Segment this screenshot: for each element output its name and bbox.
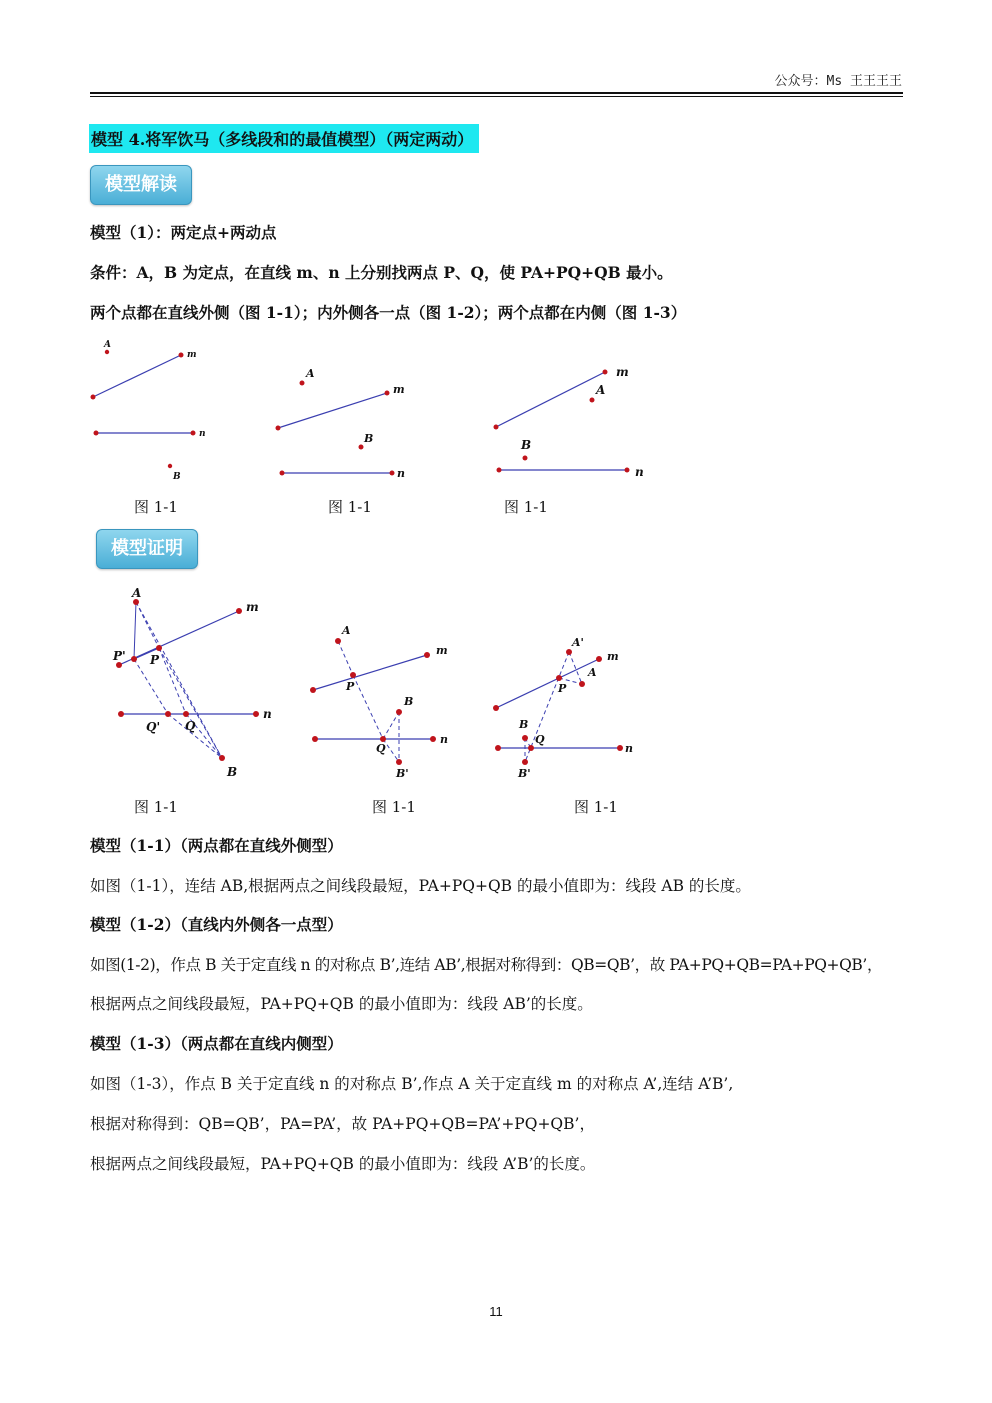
svg-text:B: B bbox=[364, 432, 374, 445]
section-1-2-line-2: 根据两点之间线段最短，PA+PQ+QB 的最小值即为：线段 AB’的长度。 bbox=[90, 995, 593, 1013]
fig3-line-m bbox=[496, 372, 605, 427]
svg-text:A: A bbox=[132, 586, 142, 600]
section-heading-1-3: 模型（1-3）（两点都在直线内侧型） bbox=[90, 1034, 343, 1053]
section-1-3-line-1: 如图（1-3），作点 B 关于定直线 n 的对称点 B’,作点 A 关于定直线 m 的对称点 A’,连结 A’B’, bbox=[90, 1075, 734, 1093]
svg-text:A': A' bbox=[572, 636, 584, 649]
fig2-line-m bbox=[278, 393, 387, 428]
svg-text:B: B bbox=[404, 695, 414, 708]
svg-text:m: m bbox=[187, 350, 197, 360]
figure-caption-top-1: 图 1-1 bbox=[134, 498, 178, 516]
section-heading-1-1: 模型（1-1）（两点都在直线外侧型） bbox=[90, 836, 343, 855]
cases-text: 两个点都在直线外侧（图 1-1）；内外侧各一点（图 1-2）；两个点都在内侧（图 1-3） bbox=[90, 303, 687, 322]
figure-caption-proof-1: 图 1-1 bbox=[134, 798, 178, 816]
svg-text:Q': Q' bbox=[146, 720, 161, 734]
section-1-3-line-3: 根据两点之间线段最短，PA+PQ+QB 的最小值即为：线段 A’B’的长度。 bbox=[90, 1155, 596, 1173]
header-rule-thin bbox=[90, 96, 903, 97]
section-title: 模型 4.将军饮马（多线段和的最值模型）（两定两动） bbox=[89, 124, 479, 153]
figure-caption-proof-2: 图 1-1 bbox=[372, 798, 416, 816]
svg-text:B': B' bbox=[518, 767, 531, 780]
fig2-point-A bbox=[300, 381, 305, 386]
svg-text:P: P bbox=[150, 653, 160, 667]
svg-text:B': B' bbox=[396, 767, 409, 780]
svg-text:n: n bbox=[625, 742, 633, 755]
svg-text:A: A bbox=[342, 624, 351, 637]
svg-text:n: n bbox=[440, 733, 448, 746]
svg-text:n: n bbox=[199, 429, 206, 439]
svg-text:m: m bbox=[616, 365, 629, 379]
badge-model-interpret: 模型解读 bbox=[90, 165, 192, 205]
fig2-point-B bbox=[359, 445, 364, 450]
svg-text:P: P bbox=[346, 680, 355, 693]
section-1-1-line-1: 如图（1-1），连结 AB,根据两点之间线段最短，PA+PQ+QB 的最小值即为：线段 AB 的长度。 bbox=[90, 877, 751, 895]
figure-caption-top-2: 图 1-1 bbox=[328, 498, 372, 516]
svg-text:Q: Q bbox=[376, 742, 386, 755]
model-heading: 模型（1）：两定点+两动点 bbox=[90, 223, 277, 242]
svg-text:Q: Q bbox=[185, 719, 196, 733]
svg-text:A: A bbox=[104, 340, 111, 350]
svg-text:n: n bbox=[397, 467, 405, 480]
condition-text: 条件：A，B 为定点，在直线 m、n 上分别找两点 P、Q，使 PA+PQ+QB 最小。 bbox=[90, 263, 673, 282]
svg-text:m: m bbox=[393, 383, 405, 396]
svg-text:m: m bbox=[436, 644, 448, 657]
svg-text:m: m bbox=[246, 600, 259, 614]
fig3-point-A bbox=[590, 398, 595, 403]
svg-text:B: B bbox=[521, 438, 532, 452]
figure-caption-top-3: 图 1-1 bbox=[504, 498, 548, 516]
svg-text:B: B bbox=[173, 472, 181, 482]
svg-text:B: B bbox=[519, 718, 529, 731]
svg-text:m: m bbox=[607, 650, 619, 663]
svg-text:n: n bbox=[263, 707, 272, 721]
svg-text:A: A bbox=[588, 666, 597, 679]
section-1-3-line-2: 根据对称得到：QB=QB’，PA=PA’，故 PA+PQ+QB=PA’+PQ+QB’， bbox=[90, 1115, 595, 1133]
page-number: 11 bbox=[489, 1304, 503, 1319]
svg-text:B: B bbox=[227, 765, 238, 779]
figure-caption-proof-3: 图 1-1 bbox=[574, 798, 618, 816]
fig3-point-B bbox=[523, 456, 528, 461]
fig1-point-B bbox=[168, 464, 172, 468]
fig1-line-m bbox=[93, 355, 181, 397]
section-1-2-line-1: 如图(1-2)，作点 B 关于定直线 n 的对称点 B’,连结 AB’,根据对称得到：QB=QB’，故 PA+PQ+QB=PA+PQ+QB’， bbox=[90, 956, 883, 974]
svg-text:P: P bbox=[558, 682, 567, 695]
svg-text:Q: Q bbox=[535, 733, 545, 746]
svg-text:A: A bbox=[306, 367, 315, 380]
figure-row-proof bbox=[0, 580, 992, 790]
fig1-point-A bbox=[105, 350, 109, 354]
figure-row-top bbox=[0, 330, 992, 520]
svg-text:n: n bbox=[635, 465, 644, 479]
section-heading-1-2: 模型（1-2）（直线内外侧各一点型） bbox=[90, 915, 343, 934]
svg-text:A: A bbox=[596, 383, 606, 397]
header-rule bbox=[90, 92, 903, 94]
svg-text:P': P' bbox=[113, 649, 126, 663]
badge-model-proof: 模型证明 bbox=[96, 529, 198, 569]
header-account: 公众号：Ms 王王王王 bbox=[774, 74, 902, 89]
